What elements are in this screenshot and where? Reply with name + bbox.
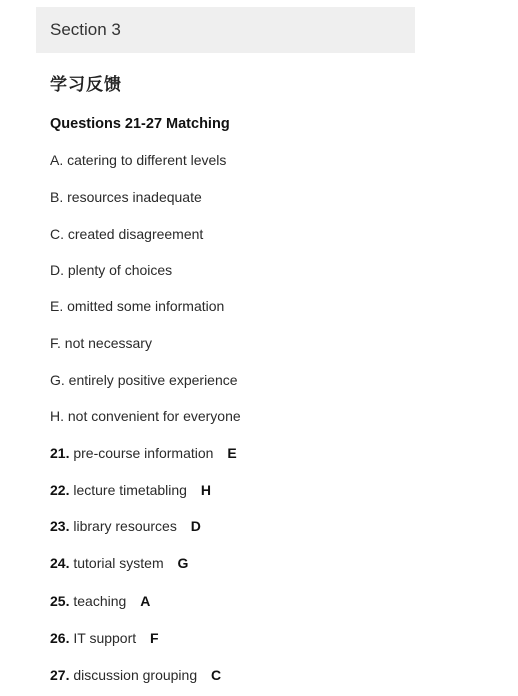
question-text: IT support — [73, 630, 137, 646]
option-e: E. omitted some information — [50, 298, 225, 314]
questions-heading: Questions 21-27 Matching — [50, 116, 230, 132]
question-text: lecture timetabling — [73, 482, 187, 498]
question-number: 26. — [50, 630, 70, 646]
question-answer: H — [200, 482, 211, 498]
question-item-22 — [50, 482, 211, 498]
question-text: pre-course information — [73, 445, 214, 461]
question-text: teaching — [73, 593, 127, 609]
question-answer: D — [190, 518, 201, 534]
section-header — [36, 7, 415, 53]
question-number: 22. — [50, 482, 70, 498]
option-g: G. entirely positive experience — [50, 372, 238, 388]
question-item-27 — [50, 667, 221, 683]
question-answer: F — [150, 630, 159, 646]
question-number: 27. — [50, 667, 70, 683]
option-d: D. plenty of choices — [50, 262, 173, 278]
question-answer: C — [211, 667, 222, 683]
question-number: 25. — [50, 593, 70, 609]
page-title: 学习反馈 — [50, 75, 122, 95]
option-h: H. not convenient for everyone — [50, 408, 241, 424]
option-a: A. catering to different levels — [50, 152, 227, 168]
question-item-21 — [50, 445, 237, 461]
question-number: 23. — [50, 518, 70, 534]
question-answer: A — [140, 593, 151, 609]
question-item-26 — [50, 630, 159, 646]
question-item-25 — [50, 593, 150, 609]
option-f: F. not necessary — [50, 335, 152, 351]
question-text: tutorial system — [73, 555, 164, 571]
question-answer: G — [177, 555, 189, 571]
question-number: 24. — [50, 555, 70, 571]
option-c: C. created disagreement — [50, 226, 204, 242]
question-text: library resources — [73, 518, 177, 534]
question-text: discussion grouping — [73, 667, 198, 683]
question-number: 21. — [50, 445, 70, 461]
section-label: Section 3 — [50, 20, 121, 39]
question-item-23 — [50, 518, 201, 534]
question-answer: E — [227, 445, 237, 461]
option-b: B. resources inadequate — [50, 189, 202, 205]
question-item-24 — [50, 555, 188, 571]
